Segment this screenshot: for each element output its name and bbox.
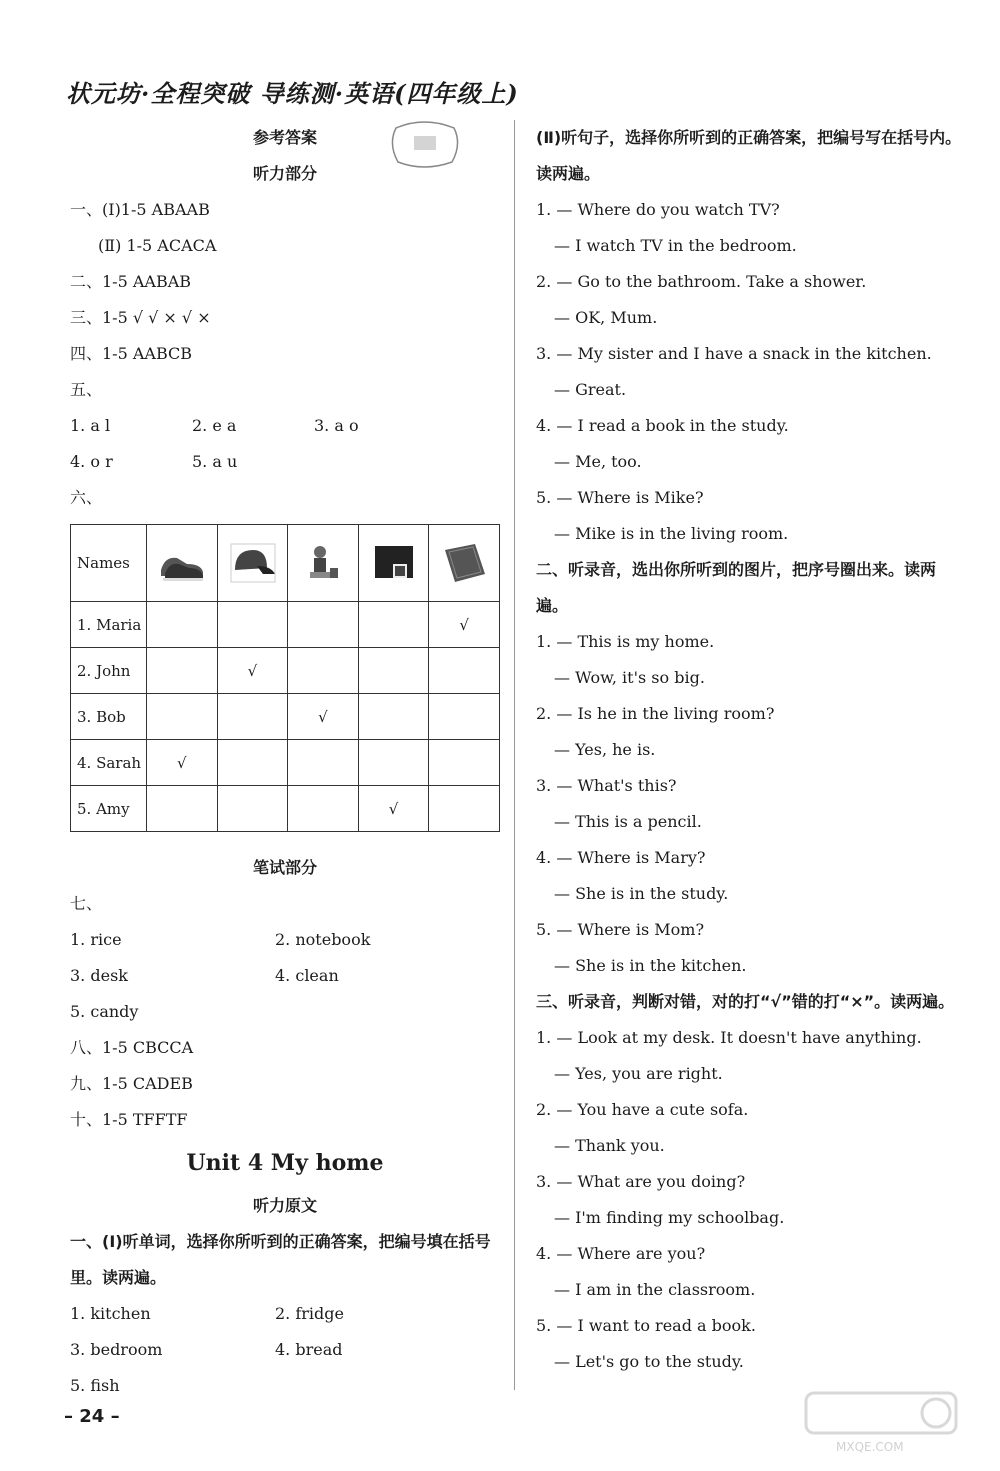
table-header-row [71,525,500,602]
answer-q5-row2 [70,444,500,480]
dialogue-line: 4. — I read a book in the study. [536,416,789,435]
row-cell [358,740,429,786]
script-s2-intro: 二、听录音，选出你所听到的图片，把序号圈出来。读两遍。 [536,560,937,615]
row-cell [146,694,217,740]
answer-q4: 四、1-5 AABCB [70,344,193,363]
dialogue-line: — Great. [554,380,627,399]
dialogue-line: 3. — My sister and I have a snack in the kitchen. [536,344,932,363]
listening-title: 听力部分 [252,164,317,183]
answer-q9: 九、1-5 CADEB [70,1074,193,1093]
answer-q7-row1 [70,922,500,958]
table-pic-cell [217,525,288,602]
row-cell [146,786,217,832]
dialogue-line: 2. — Is he in the living room? [536,704,775,723]
unit-title: Unit 4 My home [186,1150,384,1176]
watermark-logo-icon [796,1387,976,1457]
table-row [71,740,500,786]
answer-q7-row2 [70,958,500,994]
s1-item: 5. fish [70,1376,120,1395]
script-s1-row2 [70,1332,500,1368]
dialogue-line: 1. — Look at my desk. It doesn't have anything. [536,1028,922,1047]
dialogue-line: — Yes, he is. [554,740,656,759]
dialogue-line: 5. — Where is Mike? [536,488,704,507]
dialogue-line: 4. — Where are you? [536,1244,706,1263]
script-s1b-intro: (Ⅱ)听句子，选择你所听到的正确答案，把编号写在括号内。读两遍。 [536,128,962,183]
table-pic-cell [288,525,359,602]
row-cell [358,602,429,648]
answer-q2: 二、1-5 AABAB [70,272,192,291]
q7-item: 2. notebook [275,930,371,949]
watermark-text: MXQE.COM [836,1440,904,1454]
dialogue-line: 2. — Go to the bathroom. Take a shower. [536,272,867,291]
q7-item: 5. candy [70,1002,139,1021]
answer-table [70,524,500,832]
table-pic-cell [358,525,429,602]
row-cell: √ [146,740,217,786]
row-cell: √ [217,648,288,694]
q5-item: 2. e a [192,416,237,435]
dialogue-line: 1. — This is my home. [536,632,715,651]
script-title: 听力原文 [252,1196,317,1215]
row-cell [288,648,359,694]
s1-item: 3. bedroom [70,1340,163,1359]
book-header: 状元坊·全程突破 导练测·英语(四年级上) [66,79,519,108]
table-row [71,786,500,832]
toy-boy-icon [298,540,348,586]
q5-item: 4. o r [70,452,113,471]
row-cell [429,694,500,740]
dialogue-line: — She is in the study. [554,884,729,903]
row-cell [217,740,288,786]
row-cell [358,694,429,740]
row-cell [146,602,217,648]
page-number: – 24 – [64,1406,120,1427]
table-header-names: Names [71,525,147,602]
s1-item: 4. bread [275,1340,343,1359]
row-cell: √ [288,694,359,740]
table-pic-cell [146,525,217,602]
dialogue-line: — Wow, it's so big. [554,668,705,687]
answer-q8: 八、1-5 CBCCA [70,1038,194,1057]
answer-q10: 十、1-5 TFFTF [70,1110,188,1129]
dialogue-line: — Thank you. [554,1136,665,1155]
dialogue-line: 3. — What are you doing? [536,1172,746,1191]
dialogue-line: 4. — Where is Mary? [536,848,706,867]
table-row [71,694,500,740]
row-name: 5. Amy [71,786,147,832]
s1-item: 2. fridge [275,1304,344,1323]
table-row [71,648,500,694]
row-cell [288,786,359,832]
dialogue-line: — I'm finding my schoolbag. [554,1208,785,1227]
dialogue-line: 2. — You have a cute sofa. [536,1100,749,1119]
written-title: 笔试部分 [252,858,317,877]
sneakers-icon [157,540,207,586]
script-s3-intro: 三、听录音，判断对错，对的打“√”错的打“×”。读两遍。 [536,992,955,1011]
row-cell: √ [358,786,429,832]
row-name: 2. John [71,648,147,694]
q7-item: 3. desk [70,966,128,985]
row-name: 4. Sarah [71,740,147,786]
q5-item: 1. a l [70,416,111,435]
dialogue-line: — Mike is in the living room. [554,524,789,543]
dialogue-line: 5. — Where is Mom? [536,920,705,939]
script-s1-intro: 一、(Ⅰ)听单词，选择你所听到的正确答案，把编号填在括号里。读两遍。 [70,1232,491,1287]
row-cell [217,786,288,832]
q5-item: 5. a u [192,452,238,471]
dialogue-line: — Me, too. [554,452,642,471]
cap-icon [227,540,277,586]
row-cell [358,648,429,694]
row-cell [429,648,500,694]
column-divider [514,120,515,1390]
dialogue-line: — She is in the kitchen. [554,956,747,975]
answer-q1a: 一、(Ⅰ)1-5 ABAAB [70,200,210,219]
table-pic-cell [429,525,500,602]
dialogue-line: — OK, Mum. [554,308,658,327]
table-row [71,602,500,648]
left-column [70,120,500,1404]
q7-item: 1. rice [70,930,122,949]
answer-q5-row1 [70,408,500,444]
dialogue-line: 1. — Where do you watch TV? [536,200,780,219]
answers-title: 参考答案 [252,128,317,147]
dialogue-line: 3. — What's this? [536,776,677,795]
dialogue-line: — I am in the classroom. [554,1280,756,1299]
row-cell [146,648,217,694]
row-name: 3. Bob [71,694,147,740]
row-cell [217,602,288,648]
dialogue-line: — Let's go to the study. [554,1352,744,1371]
answer-q6: 六、 [70,488,103,507]
answer-q7: 七、 [70,894,103,913]
dialogue-line: — This is a pencil. [554,812,702,831]
dialogue-line: — I watch TV in the bedroom. [554,236,797,255]
row-cell: √ [429,602,500,648]
book-icon [439,540,489,586]
answer-q1b: (Ⅱ) 1-5 ACACA [98,236,217,255]
q7-item: 4. clean [275,966,339,985]
answer-q5: 五、 [70,380,103,399]
row-cell [429,786,500,832]
script-s1-row1 [70,1296,500,1332]
row-cell [288,740,359,786]
s1-item: 1. kitchen [70,1304,151,1323]
row-cell [429,740,500,786]
right-column [536,120,966,1380]
blackboard-icon [369,540,419,586]
row-name: 1. Maria [71,602,147,648]
row-cell [217,694,288,740]
dialogue-line: — Yes, you are right. [554,1064,723,1083]
answer-q3: 三、1-5 √ √ × √ × [70,308,211,327]
dialogue-line: 5. — I want to read a book. [536,1316,756,1335]
row-cell [288,602,359,648]
q5-item: 3. a o [314,416,359,435]
